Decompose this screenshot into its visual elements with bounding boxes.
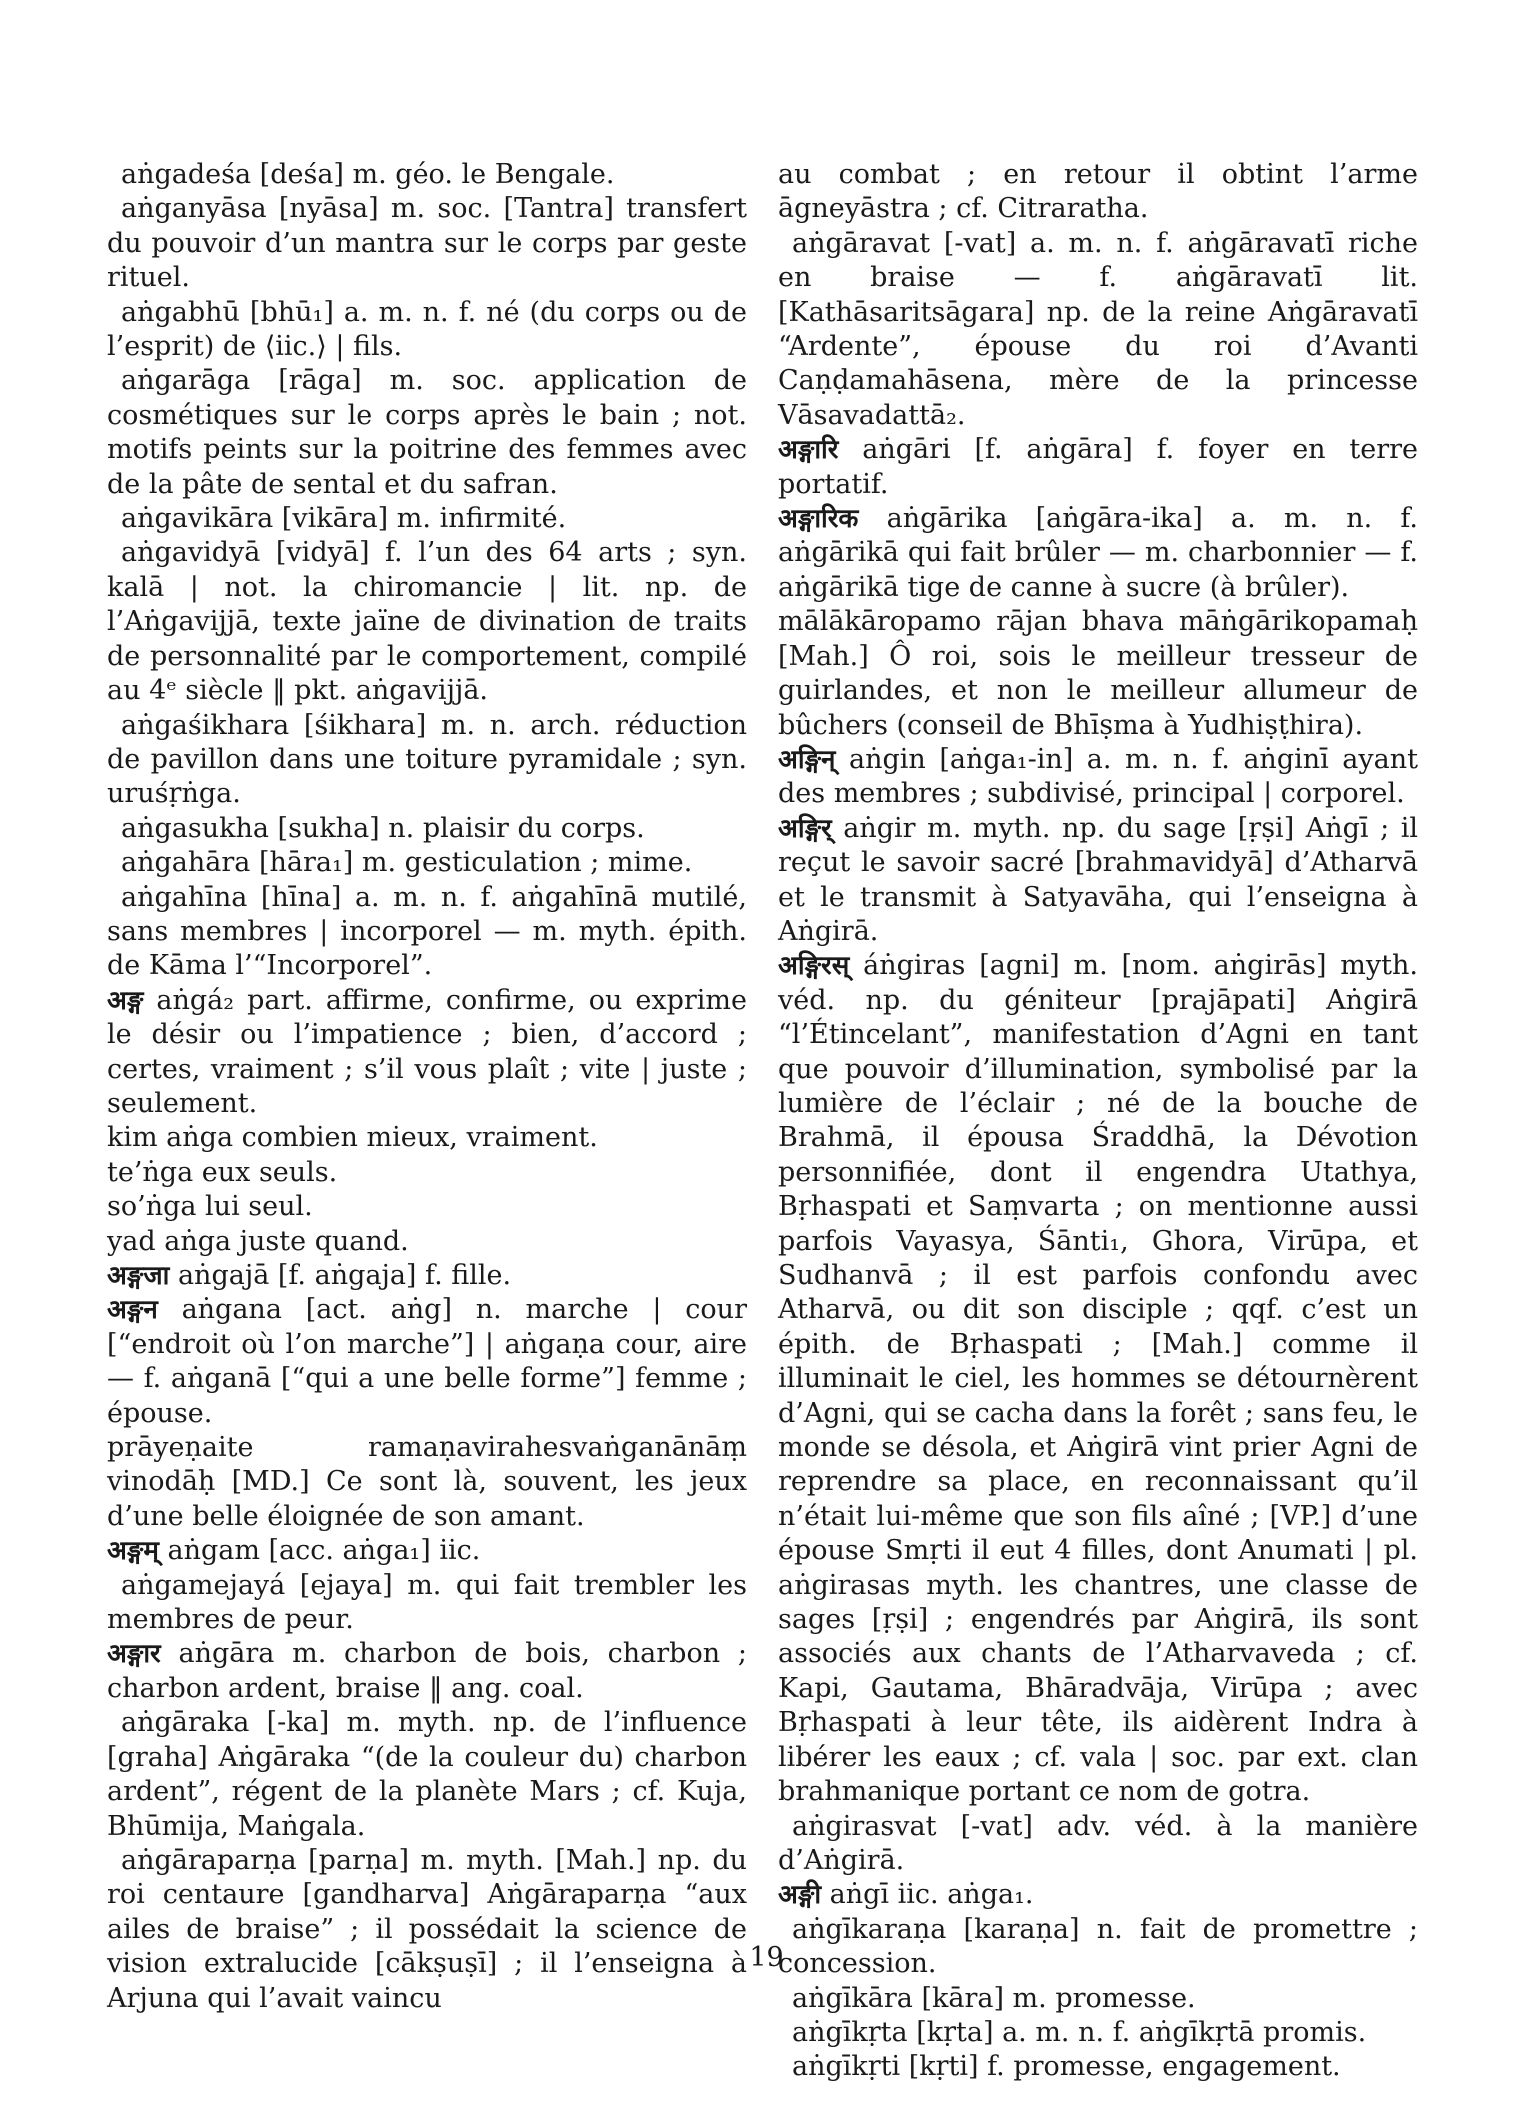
dictionary-entry <box>107 502 747 536</box>
entry-text: aṅgadeśa [deśa] m. géo. le Bengale. <box>121 159 615 190</box>
dictionary-entry <box>107 296 747 365</box>
dictionary-entry <box>107 1259 747 1293</box>
entry-text: te’ṅga eux seuls. <box>107 1156 338 1188</box>
devanagari-headword: अङ्गिर् <box>778 813 832 844</box>
left-column <box>107 158 747 2016</box>
dictionary-entry <box>107 1637 747 1706</box>
entry-text: aṅgavidyā [vidyā] f. l’un des 64 arts ; syn. kalā | not. la chiromancie | lit. np. de l’Aṅgavijjā, texte jaïne de divination de traits de personnalité par le comportement, compilé au 4ᵉ siècle ‖ pkt. aṅgavijjā. <box>107 537 747 707</box>
entry-text: aṅgabhū [bhū₁] a. m. n. f. né (du corps ou de l’esprit) de ⟨iic.⟩ | fils. <box>107 296 747 363</box>
entry-text: aṅgirasvat [-vat] adv. véd. à la manière d’Aṅgirā. <box>778 1810 1418 1876</box>
devanagari-headword: अङ्गिन् <box>778 744 836 775</box>
entry-text: yad aṅga juste quand. <box>107 1225 409 1257</box>
entry-text: aṅgīkāra [kāra] m. promesse. <box>792 1982 1196 2014</box>
entry-text: aṅgana [act. aṅg] n. marche | cour [“endroit où l’on marche”] | aṅgaṇa cour, aire — f. aṅganā [“qui a une belle forme”] femme ; épouse. <box>107 1294 747 1429</box>
dictionary-entry <box>107 812 747 846</box>
dictionary-entry <box>778 812 1418 950</box>
entry-text: prāyeṇaite ramaṇavirahesvaṅganānāṃ vinodāḥ [MD.] Ce sont là, souvent, les jeux d’une belle éloignée de son amant. <box>107 1432 747 1532</box>
dictionary-entry <box>107 1431 747 1534</box>
page-number: 19 <box>749 1942 784 1973</box>
entry-text: aṅgahīna [hīna] a. m. n. f. aṅgahīnā mutilé, sans membres | incorporel — m. myth. épith. de Kāma l’“Incorporel”. <box>107 881 747 982</box>
devanagari-headword: अङ्गन <box>107 1295 158 1326</box>
devanagari-headword: अङ्गजा <box>107 1261 170 1291</box>
dictionary-entry <box>107 1121 747 1155</box>
dictionary-entry <box>778 1810 1418 1879</box>
entry-text: aṅgahāra [hāra₁] m. gesticulation ; mime. <box>121 847 693 879</box>
entry-text: aṅgāri [f. aṅgāra] f. foyer en terre portatif. <box>778 434 1418 500</box>
dictionary-entry <box>778 2016 1418 2050</box>
entry-text: aṅgarāga [rāga] m. soc. application de cosmétiques sur le corps après le bain ; not. motifs peints sur la poitrine des femmes avec de la pâte de sental et du safran. <box>107 365 747 500</box>
entry-text: aṅgīkṛta [kṛta] a. m. n. f. aṅgīkṛtā promis. <box>792 2016 1367 2048</box>
dictionary-entry <box>778 605 1418 743</box>
dictionary-entry <box>778 743 1418 812</box>
entry-text: au combat ; en retour il obtint l’arme āgneyāstra ; cf. Citraratha. <box>778 159 1418 225</box>
devanagari-headword: अङ्गारि <box>778 435 839 466</box>
entry-text: kim aṅga combien mieux, vraiment. <box>107 1122 598 1154</box>
dictionary-entry <box>107 1156 747 1190</box>
dictionary-entry <box>107 192 747 295</box>
entry-text: aṅgāraka [-ka] m. myth. np. de l’influence [graha] Aṅgāraka “(de la couleur du) charbon ardent”, régent de la planète Mars ; cf. Kuja, Bhūmija, Maṅgala. <box>107 1707 747 1842</box>
dictionary-entry <box>107 1293 747 1431</box>
entry-text: aṅgārika [aṅgāra-ika] a. m. n. f. aṅgārikā qui fait brûler — m. charbonnier — f. aṅgārikā tige de canne à sucre (à brûler). <box>778 503 1418 603</box>
dictionary-entry <box>107 1534 747 1568</box>
right-column <box>778 158 1418 2085</box>
dictionary-entry <box>107 536 747 708</box>
entry-text: aṅgam [acc. aṅga₁] iic. <box>167 1535 481 1567</box>
dictionary-entry <box>107 1190 747 1224</box>
entry-text: aṅgá₂ part. affirme, confirme, ou exprime le désir ou l’impatience ; bien, d’accord ; certes, vraiment ; s’il vous plaît ; vite | juste ; seulement. <box>107 984 747 1119</box>
devanagari-headword: अङ्ग <box>107 985 144 1016</box>
entry-text: aṅgāra m. charbon de bois, charbon ; charbon ardent, braise ‖ ang. coal. <box>107 1638 747 1704</box>
entry-text: aṅganyāsa [nyāsa] m. soc. [Tantra] transfert du pouvoir d’un mantra sur le corps par geste rituel. <box>107 193 747 294</box>
dictionary-entry <box>778 2050 1418 2084</box>
entry-text: aṅgavikāra [vikāra] m. infirmité. <box>121 503 567 535</box>
entry-text: aṅgīkṛti [kṛti] f. promesse, engagement. <box>792 2051 1341 2083</box>
dictionary-entry <box>778 227 1418 433</box>
dictionary-entry <box>778 1982 1418 2016</box>
dictionary-entry <box>107 1569 747 1638</box>
dictionary-entry <box>107 364 747 502</box>
devanagari-headword: अङ्गिरस् <box>778 951 850 982</box>
devanagari-headword: अङ्गी <box>778 1880 822 1911</box>
entry-text: áṅgiras [agni] m. [nom. aṅgirās] myth. véd. np. du géniteur [prajāpati] Aṅgirā “l’Étincelant”, manifestation d’Agni en tant que pouvoir d’illumination, symbolisé par la lumière de l’éclair ; né de la bouche de Brahmā, il épousa Śraddhā, la Dévotion personnifiée, dont il engendra Utathya, Bṛhaspati et Saṃvarta ; on mentionne aussi parfois Vayasya, Śānti₁, Ghora, Virūpa, et Sudhanvā ; il est parfois confondu avec Atharvā, ou dit son disciple ; qqf. c’est un épith. de Bṛhaspati ; [Mah.] comme il illuminait le ciel, les hommes se détournèrent d’Agni, qui se cacha dans la forêt ; sans feu, le monde se désola, et Aṅgirā vint prier Agni de reprendre sa place, en reconnaissant qu’il n’était lui-même que son fils aîné ; [VP.] d’une épouse Smṛti il eut 4 filles, dont Anumati | pl. aṅgirasas myth. les chantres, une classe de sages [ṛṣi] ; engendrés par Aṅgirā, ils sont associés aux chants de l’Atharvaveda ; cf. Kapi, Gautama, Bhāradvāja, Virūpa ; avec Bṛhaspati à leur tête, ils aidèrent Indra à libérer les eaux ; cf. vala | soc. par ext. clan brahmanique portant ce nom de gotra. <box>778 950 1418 1808</box>
dictionary-entry <box>107 846 747 880</box>
dictionary-entry <box>107 1225 747 1259</box>
devanagari-headword: अङ्गार <box>107 1639 161 1670</box>
entry-text: aṅgir m. myth. np. du sage [ṛṣi] Aṅgī ; il reçut le savoir sacré [brahmavidyā] d’Atharvā et le transmit à Satyavāha, qui l’enseigna à Aṅgirā. <box>778 812 1419 947</box>
dictionary-entry <box>778 433 1418 502</box>
devanagari-headword: अङ्गारिक <box>778 504 859 535</box>
dictionary-entry <box>107 881 747 984</box>
dictionary-entry <box>107 1706 747 1844</box>
devanagari-headword: अङ्गम् <box>107 1536 159 1567</box>
entry-text: mālākāropamo rājan bhava māṅgārikopamaḥ [Mah.] Ô roi, sois le meilleur tresseur de guirlandes, et non le meilleur allumeur de bûchers (conseil de Bhīṣma à Yudhiṣṭhira). <box>778 606 1418 741</box>
dictionary-entry <box>107 709 747 812</box>
entry-text: aṅgajā [f. aṅgaja] f. fille. <box>177 1260 512 1291</box>
entry-text: aṅgaśikhara [śikhara] m. n. arch. réduction de pavillon dans une toiture pyramidale ; syn. uruśṛṅga. <box>107 709 747 810</box>
dictionary-entry <box>778 158 1418 227</box>
entry-text: so’ṅga lui seul. <box>107 1191 313 1223</box>
entry-text: aṅgin [aṅga₁-in] a. m. n. f. aṅginī ayant des membres ; subdivisé, principal | corporel. <box>778 743 1418 810</box>
entry-text: aṅgīkaraṇa [karaṇa] n. fait de promettre ; concession. <box>778 1913 1418 1980</box>
entry-text: aṅgamejayá [ejaya] m. qui fait trembler les membres de peur. <box>107 1569 747 1636</box>
entry-text: aṅgāravat [-vat] a. m. n. f. aṅgāravatī riche en braise — f. aṅgāravatī lit. [Kathāsaritsāgara] np. de la reine Aṅgāravatī “Ardente”, épouse du roi d’Avanti Caṇḍamahāsena, mère de la princesse Vāsavadattā₂. <box>778 227 1418 431</box>
dictionary-entry <box>107 158 747 192</box>
entry-text: aṅgī iic. aṅga₁. <box>829 1879 1034 1911</box>
dictionary-entry <box>778 949 1418 1809</box>
dictionary-entry <box>107 984 747 1122</box>
dictionary-entry <box>778 1878 1418 1912</box>
entry-text: aṅgāraparṇa [parṇa] m. myth. [Mah.] np. du roi centaure [gandharva] Aṅgāraparṇa “aux ailes de braise” ; il possédait la science de vision extralucide [cākṣuṣī] ; il l’enseigna à Arjuna qui l’avait vaincu <box>107 1844 747 2014</box>
entry-text: aṅgasukha [sukha] n. plaisir du corps. <box>121 812 645 844</box>
dictionary-entry <box>107 1844 747 2016</box>
dictionary-entry <box>778 502 1418 605</box>
